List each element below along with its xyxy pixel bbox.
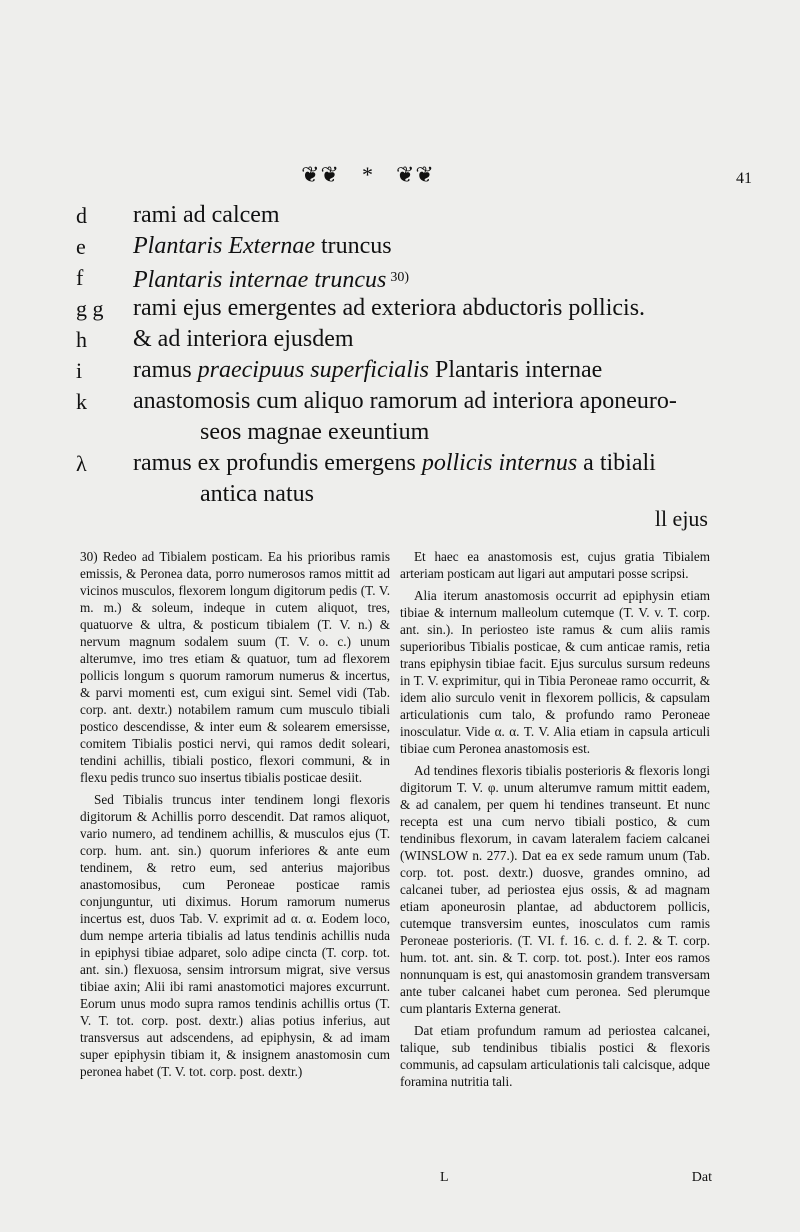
page-number: 41 — [736, 170, 752, 187]
header-ornament — [268, 160, 468, 190]
legend-row — [0, 262, 800, 293]
legend-text: Plantaris internae — [428, 357, 603, 383]
legend-row — [0, 417, 800, 448]
legend-text: & ad interiora ejusdem — [133, 326, 354, 352]
legend-letter: k — [76, 389, 87, 414]
legend-letter: g g — [76, 296, 104, 321]
figure-legend — [0, 200, 800, 510]
footnote-paragraph: Et haec ea anastomosis est, cujus gratia Tibialem arteriam posticam aut ligari aut amputari posse scripsi. — [400, 549, 710, 581]
legend-letter: e — [76, 234, 86, 259]
footnote-paragraph: Ad tendines flexoris tibialis posterioris & flexoris longi digitorum T. V. φ. unum alterumve ramum mittit eadem, & ad canalem, per quem hi tendines transeunt. Et nunc recepta est una cum nervo tibiali postico, & cum tendinibus flexorum, in cavam lateralem faciem calcanei (WINSLOW n. 277.). Dat ea ex sede ramum unum (Tab. corp. tot. post. dextr.) duosve, grandes omnino, ad calcanei tuber, ad periostea ejus ossis, & ad magnam etiam aponeurosin plantae, ad abductorem pollicis, cutemque transversim euntes, inosculatos cum ramis Peroneae posterioris. (T. VI. f. 16. c. d. f. 2. & T. corp. hum. tot. ant. sin. & T. corp. tot. post.). Inter eos ramos nonnunquam is est, qui anastomosin grandem transversam ante tuber calcanei habet cum peronea. Sed plerumque cum plantaris Externa generat. — [400, 763, 710, 1016]
legend-letter: h — [76, 327, 87, 352]
legend-description — [133, 324, 354, 355]
legend-text: seos magnae exeuntium — [200, 419, 430, 445]
legend-text: Plantaris Externae — [133, 233, 315, 259]
legend-row — [0, 355, 800, 386]
legend-row — [0, 448, 800, 479]
footnote-column-left — [80, 548, 390, 1085]
signature-mark: L — [440, 1170, 449, 1185]
legend-letter: f — [76, 265, 84, 290]
legend-description — [133, 293, 645, 324]
legend-text: ramus — [133, 357, 198, 383]
legend-description — [200, 479, 314, 510]
legend-description — [133, 448, 656, 479]
legend-description — [200, 417, 429, 448]
legend-description — [133, 200, 280, 231]
legend-row — [0, 324, 800, 355]
legend-description — [133, 231, 392, 262]
footnote-paragraph: Sed Tibialis truncus inter tendinem longi flexoris digitorum & Achillis porro descendit. Dat ramos aliquot, vario numero, ad tendinem achillis, & musculos ejus (T. corp. hum. ant. sin.) quorum inferiores & ante eum tendinem, & retro eum, sed anterius majoribus anastomosibus, cum Peroneae posticae ramis conjunguntur, uti diximus. Horum ramorum numerus incertus est, duos Tab. V. exprimit ad α. α. Eodem loco, dum nempe arteria tibialis ad latus tendinis achillis nuda in epiphysi tibiae adparet, solo adipe cincta (T. corp. tot. ant. sin.) flexuosa, sensim introrsum migrat, sive versus tibiae axin; Alii ibi rami anastomotici majores excurrunt. Eorum unus modo supra ramos tendinis achillis ortus (T. V. T. tot. corp. post. dextr.) alias potius inferius, aut transversus aut adscendens, ad epiphysin, & ad imam super epiphysin tibiam it, & insignem anastomosin cum peronea habet (T. V. tot. corp. post. dextr.) — [80, 792, 390, 1079]
legend-description — [133, 262, 409, 296]
legend-text: praecipuus superficialis — [197, 357, 429, 383]
legend-description — [133, 355, 602, 386]
ornament-center: * — [362, 162, 374, 187]
legend-letter: d — [76, 203, 87, 228]
footnote-reference: 30) — [390, 270, 409, 285]
footnote-paragraph: Alia iterum anastomosis occurrit ad epiphysin etiam tibiae & internum malleolum cutemque (T. V. v. T. corp. ant. sin.). In periosteo iste ramus & cum aliis ramis superioribus Tibialis posticae, & cum anticae ramis, retia trans epiphysin tibiae facit. Ejus surculus sursum redeuns in T. V. exprimitur, qui in Tibia Peroneae ramo occurrit, & idem alio surculo venit in flexorem pollicis, & capsulam articulationis cum talo, & profundo ramo Peroneae inosculatur. Vide α. α. T. V. Alia etiam in capsula articuli tibiae cum Peronea anastomosis est. — [400, 588, 710, 756]
footnote-column-right — [400, 548, 710, 1095]
footnote-paragraph: Dat etiam profundum ramum ad periostea calcanei, talique, sub tendinibus tibialis postici & flexoris communis, ad capsulam articulationis tali calcisque, adque foramina nutritia tali. — [400, 1023, 710, 1089]
footnote-paragraph: 30) Redeo ad Tibialem posticam. Ea his prioribus ramis emissis, & Peronea data, porro numerosos ramos mittit ad vicinos musculos, flexorem longum digitorum pedis (T. V. m. m.) & soleum, indeque in cutem aliquot, tres, quatuorve & ultra, & posticum tibialem (T. V. n.) & nervum magnum sodalem suum (T. V. o. c.) unum alterumve, imo tres etiam & quatuor, tum ad flexorem pollicis longum s quorum ramorum numerus & incertus, & parvi momenti est, cum exigui sint. Semel vidi (Tab. corp. ant. dextr.) notabilem ramum cum musculo tibiali postico descendisse, & inter eum & solearem emersisse, comitem Tibialis postici nervi, qui ramos dedit soleari, tendini achillis, tibiali postico, flexori communi, & in flexu pedis trunco suo insertus tibialis posticae desiit. — [80, 549, 390, 785]
legend-text: a tibiali — [577, 450, 656, 476]
legend-letter: i — [76, 358, 83, 383]
legend-text: truncus — [314, 233, 392, 259]
catchword-top: ll ejus — [654, 506, 708, 531]
legend-row — [0, 386, 800, 417]
ornament-right: ❦❦ — [396, 162, 435, 187]
catchword-bottom: Dat — [691, 1170, 712, 1185]
legend-row — [0, 231, 800, 262]
ornament-left: ❦❦ — [301, 162, 340, 187]
legend-text: ramus ex profundis emergens — [133, 450, 422, 476]
legend-letter: λ — [76, 451, 87, 476]
legend-text: pollicis internus — [421, 450, 578, 476]
legend-row — [0, 293, 800, 324]
legend-text: rami ad calcem — [133, 202, 280, 228]
legend-row — [0, 200, 800, 231]
legend-text: anastomosis cum aliquo ramorum ad interiora aponeuro- — [133, 388, 677, 414]
legend-text: Plantaris internae truncus — [133, 267, 387, 293]
legend-text: rami ejus emergentes ad exteriora abductoris pollicis. — [133, 295, 646, 321]
legend-text: antica natus — [200, 481, 314, 507]
legend-description — [133, 386, 677, 417]
